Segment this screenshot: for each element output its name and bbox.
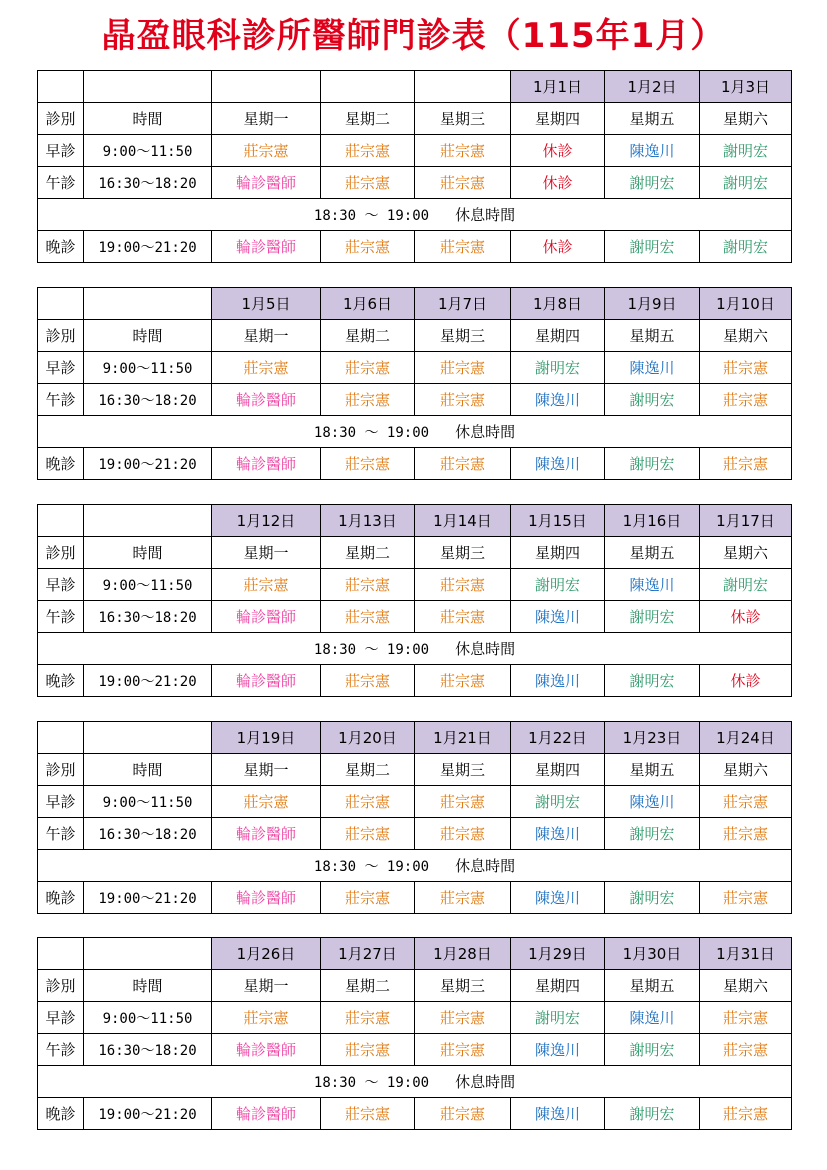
date-cell: 1月31日 [700,938,792,970]
session-afternoon-label: 午診 [38,384,84,416]
evening-row [38,231,792,263]
page-title: 晶盈眼科診所醫師門診表（115年1月） [101,16,726,56]
weekday-row [38,103,792,135]
date-cell: 1月22日 [511,722,605,754]
rest-row [38,633,792,665]
doctor-cell: 莊宗憲 [700,1002,792,1034]
time-cell: 19:00～21:20 [84,882,212,914]
date-cell: 1月24日 [700,722,792,754]
weekday-cell: 星期一 [212,320,321,352]
morning-row [38,1002,792,1034]
afternoon-row [38,818,792,850]
doctor-cell: 輪診醫師 [212,1034,321,1066]
doctor-cell: 莊宗憲 [321,384,415,416]
date-cell: 1月28日 [415,938,511,970]
weekday-row [38,320,792,352]
doctor-cell: 莊宗憲 [415,569,511,601]
weekday-cell: 星期四 [511,537,605,569]
doctor-cell: 莊宗憲 [321,818,415,850]
blank-cell [84,288,212,320]
doctor-cell: 莊宗憲 [321,448,415,480]
doctor-cell: 莊宗憲 [415,384,511,416]
rest-label: 休息時間 [455,423,516,441]
doctor-cell: 莊宗憲 [700,448,792,480]
doctor-cell: 莊宗憲 [212,352,321,384]
session-evening-label: 晚診 [38,231,84,263]
date-cell: 1月10日 [700,288,792,320]
doctor-cell: 莊宗憲 [321,1034,415,1066]
doctor-cell: 輪診醫師 [212,448,321,480]
afternoon-row [38,1034,792,1066]
doctor-cell: 莊宗憲 [700,352,792,384]
date-cell: 1月2日 [605,71,700,103]
doctor-cell: 輪診醫師 [212,1098,321,1130]
date-cell: 1月6日 [321,288,415,320]
doctor-cell: 莊宗憲 [321,167,415,199]
date-cell: 1月7日 [415,288,511,320]
rest-label: 休息時間 [455,857,516,875]
afternoon-row [38,384,792,416]
doctor-cell: 陳逸川 [511,384,605,416]
session-label: 診別 [38,103,84,135]
weekday-cell: 星期二 [321,537,415,569]
date-cell [212,71,321,103]
rest-time: 18:30 ～ 19:00 [313,642,430,658]
week-table [37,937,792,1130]
rest-time: 18:30 ～ 19:00 [313,1075,430,1091]
session-afternoon-label: 午診 [38,818,84,850]
doctor-cell: 輪診醫師 [212,231,321,263]
doctor-cell: 謝明宏 [700,569,792,601]
doctor-cell: 莊宗憲 [415,1002,511,1034]
doctor-cell: 休診 [511,167,605,199]
afternoon-row [38,601,792,633]
doctor-cell: 休診 [700,665,792,697]
doctor-cell: 謝明宏 [700,231,792,263]
weekday-cell: 星期六 [700,970,792,1002]
date-cell: 1月30日 [605,938,700,970]
date-cell: 1月20日 [321,722,415,754]
evening-row [38,1098,792,1130]
date-cell: 1月21日 [415,722,511,754]
date-cell: 1月19日 [212,722,321,754]
session-morning-label: 早診 [38,135,84,167]
doctor-cell: 陳逸川 [511,1034,605,1066]
week-table [37,287,792,480]
doctor-cell: 莊宗憲 [321,1002,415,1034]
session-label: 診別 [38,537,84,569]
doctor-cell: 莊宗憲 [321,665,415,697]
doctor-cell: 輪診醫師 [212,882,321,914]
week-table [37,721,792,914]
session-label: 診別 [38,754,84,786]
weekday-cell: 星期六 [700,754,792,786]
doctor-cell: 陳逸川 [605,135,700,167]
time-cell: 9:00～11:50 [84,786,212,818]
session-morning-label: 早診 [38,569,84,601]
session-evening-label: 晚診 [38,1098,84,1130]
doctor-cell: 莊宗憲 [700,882,792,914]
evening-row [38,448,792,480]
doctor-cell: 輪診醫師 [212,167,321,199]
morning-row [38,135,792,167]
rest-row [38,199,792,231]
doctor-cell: 陳逸川 [511,882,605,914]
date-cell: 1月14日 [415,505,511,537]
doctor-cell: 陳逸川 [511,818,605,850]
time-cell: 19:00～21:20 [84,665,212,697]
morning-row [38,569,792,601]
doctor-cell: 謝明宏 [605,601,700,633]
weekday-cell: 星期三 [415,754,511,786]
date-cell: 1月16日 [605,505,700,537]
session-morning-label: 早診 [38,352,84,384]
doctor-cell: 輪診醫師 [212,601,321,633]
weekday-cell: 星期五 [605,754,700,786]
weekday-cell: 星期四 [511,103,605,135]
doctor-cell: 陳逸川 [511,1098,605,1130]
blank-cell [84,505,212,537]
date-row [38,505,792,537]
date-cell: 1月23日 [605,722,700,754]
session-evening-label: 晚診 [38,665,84,697]
doctor-cell: 輪診醫師 [212,384,321,416]
doctor-cell: 陳逸川 [605,786,700,818]
date-row [38,71,792,103]
doctor-cell: 休診 [511,231,605,263]
doctor-cell: 謝明宏 [605,1034,700,1066]
doctor-cell: 莊宗憲 [321,601,415,633]
weekday-cell: 星期二 [321,320,415,352]
time-cell: 9:00～11:50 [84,352,212,384]
session-label: 診別 [38,970,84,1002]
weekday-row [38,754,792,786]
doctor-cell: 莊宗憲 [415,818,511,850]
evening-row [38,882,792,914]
time-label: 時間 [84,537,212,569]
date-cell: 1月5日 [212,288,321,320]
weekday-cell: 星期五 [605,320,700,352]
doctor-cell: 莊宗憲 [415,601,511,633]
doctor-cell: 輪診醫師 [212,665,321,697]
date-cell [321,71,415,103]
doctor-cell: 莊宗憲 [700,818,792,850]
doctor-cell: 莊宗憲 [415,231,511,263]
rest-cell [38,199,792,231]
doctor-cell: 謝明宏 [700,135,792,167]
time-cell: 16:30～18:20 [84,1034,212,1066]
doctor-cell: 謝明宏 [605,1098,700,1130]
week-table [37,70,792,263]
doctor-cell: 莊宗憲 [415,665,511,697]
doctor-cell: 莊宗憲 [321,352,415,384]
date-cell: 1月26日 [212,938,321,970]
doctor-cell: 莊宗憲 [212,135,321,167]
rest-time: 18:30 ～ 19:00 [313,859,430,875]
doctor-cell: 莊宗憲 [321,135,415,167]
doctor-cell: 休診 [511,135,605,167]
rest-time: 18:30 ～ 19:00 [313,208,430,224]
rest-cell [38,416,792,448]
morning-row [38,352,792,384]
blank-cell [38,938,84,970]
time-cell: 9:00～11:50 [84,1002,212,1034]
doctor-cell: 莊宗憲 [415,448,511,480]
rest-time: 18:30 ～ 19:00 [313,425,430,441]
date-cell: 1月27日 [321,938,415,970]
time-cell: 19:00～21:20 [84,1098,212,1130]
weekday-cell: 星期五 [605,970,700,1002]
doctor-cell: 輪診醫師 [212,818,321,850]
doctor-cell: 莊宗憲 [415,1034,511,1066]
weekday-cell: 星期五 [605,537,700,569]
weekday-cell: 星期一 [212,537,321,569]
doctor-cell: 莊宗憲 [321,1098,415,1130]
blank-cell [38,71,84,103]
weekday-row [38,537,792,569]
doctor-cell: 陳逸川 [511,448,605,480]
doctor-cell: 莊宗憲 [700,1098,792,1130]
date-cell: 1月29日 [511,938,605,970]
weekday-cell: 星期六 [700,320,792,352]
doctor-cell: 莊宗憲 [700,786,792,818]
doctor-cell: 陳逸川 [605,569,700,601]
date-cell: 1月15日 [511,505,605,537]
time-cell: 16:30～18:20 [84,384,212,416]
blank-cell [84,71,212,103]
session-afternoon-label: 午診 [38,1034,84,1066]
weekday-cell: 星期一 [212,754,321,786]
doctor-cell: 莊宗憲 [415,786,511,818]
doctor-cell: 莊宗憲 [700,1034,792,1066]
rest-row [38,416,792,448]
rest-label: 休息時間 [455,1073,516,1091]
weekday-cell: 星期三 [415,320,511,352]
blank-cell [84,938,212,970]
doctor-cell: 謝明宏 [605,167,700,199]
doctor-cell: 陳逸川 [511,601,605,633]
date-cell: 1月9日 [605,288,700,320]
doctor-cell: 謝明宏 [605,818,700,850]
doctor-cell: 謝明宏 [511,569,605,601]
rest-label: 休息時間 [455,206,516,224]
doctor-cell: 陳逸川 [605,1002,700,1034]
time-label: 時間 [84,320,212,352]
rest-cell [38,1066,792,1098]
doctor-cell: 謝明宏 [511,786,605,818]
date-row [38,938,792,970]
time-label: 時間 [84,103,212,135]
weekday-cell: 星期四 [511,754,605,786]
doctor-cell: 莊宗憲 [321,882,415,914]
doctor-cell: 陳逸川 [605,352,700,384]
date-row [38,722,792,754]
weekday-cell: 星期二 [321,103,415,135]
doctor-cell: 莊宗憲 [415,135,511,167]
weekday-cell: 星期二 [321,970,415,1002]
weekday-row [38,970,792,1002]
session-morning-label: 早診 [38,1002,84,1034]
doctor-cell: 謝明宏 [605,231,700,263]
date-cell: 1月3日 [700,71,792,103]
morning-row [38,786,792,818]
time-cell: 9:00～11:50 [84,135,212,167]
weekday-cell: 星期三 [415,970,511,1002]
time-cell: 9:00～11:50 [84,569,212,601]
weekday-cell: 星期五 [605,103,700,135]
blank-cell [38,505,84,537]
doctor-cell: 謝明宏 [511,352,605,384]
time-cell: 16:30～18:20 [84,167,212,199]
session-evening-label: 晚診 [38,882,84,914]
date-cell: 1月17日 [700,505,792,537]
rest-row [38,1066,792,1098]
rest-row [38,850,792,882]
blank-cell [38,722,84,754]
date-cell: 1月13日 [321,505,415,537]
doctor-cell: 謝明宏 [605,384,700,416]
weekday-cell: 星期三 [415,103,511,135]
doctor-cell: 謝明宏 [605,448,700,480]
doctor-cell: 莊宗憲 [700,384,792,416]
doctor-cell: 莊宗憲 [415,352,511,384]
time-label: 時間 [84,754,212,786]
weekday-cell: 星期六 [700,537,792,569]
rest-cell [38,850,792,882]
date-cell: 1月8日 [511,288,605,320]
time-cell: 19:00～21:20 [84,231,212,263]
doctor-cell: 莊宗憲 [212,569,321,601]
weekday-cell: 星期四 [511,970,605,1002]
date-cell: 1月12日 [212,505,321,537]
weekday-cell: 星期六 [700,103,792,135]
doctor-cell: 莊宗憲 [415,1098,511,1130]
doctor-cell: 莊宗憲 [321,786,415,818]
session-afternoon-label: 午診 [38,601,84,633]
time-label: 時間 [84,970,212,1002]
session-label: 診別 [38,320,84,352]
session-morning-label: 早診 [38,786,84,818]
weekday-cell: 星期三 [415,537,511,569]
session-evening-label: 晚診 [38,448,84,480]
time-cell: 19:00～21:20 [84,448,212,480]
doctor-cell: 莊宗憲 [212,1002,321,1034]
time-cell: 16:30～18:20 [84,601,212,633]
doctor-cell: 謝明宏 [605,665,700,697]
date-cell: 1月1日 [511,71,605,103]
doctor-cell: 莊宗憲 [415,167,511,199]
weekday-cell: 星期四 [511,320,605,352]
doctor-cell: 莊宗憲 [415,882,511,914]
week-table [37,504,792,697]
doctor-cell: 謝明宏 [605,882,700,914]
doctor-cell: 謝明宏 [700,167,792,199]
afternoon-row [38,167,792,199]
weekday-cell: 星期一 [212,103,321,135]
blank-cell [38,288,84,320]
weekday-cell: 星期一 [212,970,321,1002]
doctor-cell: 休診 [700,601,792,633]
doctor-cell: 陳逸川 [511,665,605,697]
date-cell [415,71,511,103]
evening-row [38,665,792,697]
weekday-cell: 星期二 [321,754,415,786]
doctor-cell: 莊宗憲 [321,231,415,263]
session-afternoon-label: 午診 [38,167,84,199]
rest-cell [38,633,792,665]
doctor-cell: 莊宗憲 [321,569,415,601]
blank-cell [84,722,212,754]
time-cell: 16:30～18:20 [84,818,212,850]
doctor-cell: 莊宗憲 [212,786,321,818]
doctor-cell: 謝明宏 [511,1002,605,1034]
rest-label: 休息時間 [455,640,516,658]
date-row [38,288,792,320]
